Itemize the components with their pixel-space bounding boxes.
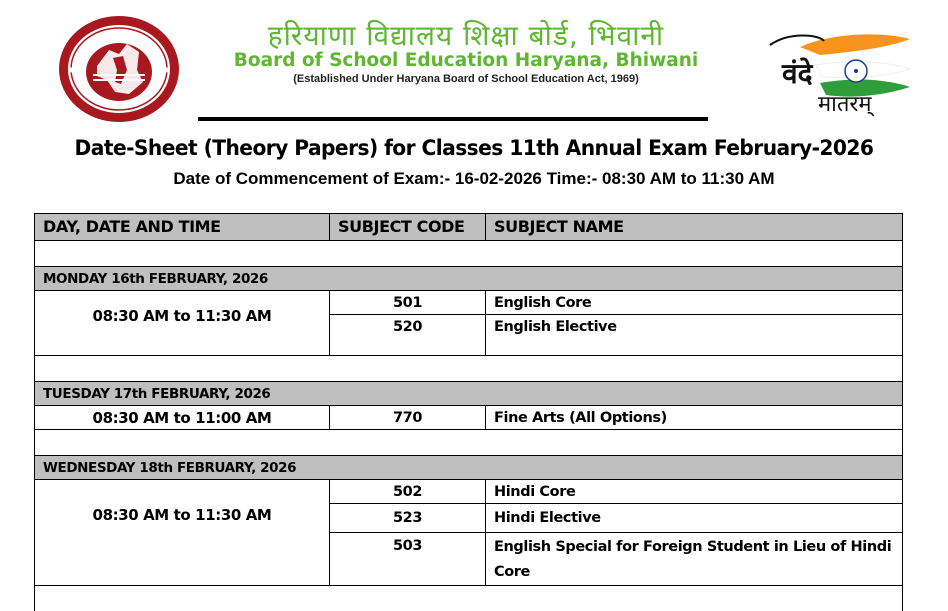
subject-name: English Core	[486, 291, 903, 315]
subject-name: English Special for Foreign Student in Lieu of Hindi Core	[486, 533, 903, 586]
subject-code: 502	[330, 480, 486, 504]
document-title: Date-Sheet (Theory Papers) for Classes 11th Annual Exam February-2026	[28, 134, 919, 164]
table-row	[35, 480, 903, 504]
vande-mataram-logo	[760, 25, 920, 117]
svg-text:मातरम्: मातरम्	[818, 92, 875, 117]
header-day-date-time: DAY, DATE AND TIME	[35, 214, 330, 241]
subject-code: 520	[330, 315, 486, 339]
header-divider	[198, 117, 708, 121]
day-row-tuesday	[35, 382, 903, 406]
subject-name: Hindi Elective	[486, 504, 903, 533]
spacer-row	[35, 586, 903, 611]
day-label: WEDNESDAY 18th FEBRUARY, 2026	[35, 456, 903, 480]
svg-text:वंदे: वंदे	[781, 57, 814, 90]
exam-time: 08:30 AM to 11:00 AM	[35, 406, 330, 430]
exam-time: 08:30 AM to 11:30 AM	[35, 480, 330, 586]
established-note: (Established Under Haryana Board of School Education Act, 1969)	[196, 73, 736, 85]
subject-name: Hindi Core	[486, 480, 903, 504]
table-row	[35, 291, 903, 315]
header-subject-name: SUBJECT NAME	[486, 214, 903, 241]
header-subject-code: SUBJECT CODE	[330, 214, 486, 241]
day-row-wednesday	[35, 456, 903, 480]
subject-name: Fine Arts (All Options)	[486, 406, 903, 430]
english-board-name: Board of School Education Haryana, Bhiwani	[196, 50, 736, 72]
date-sheet-table	[34, 213, 903, 611]
table-row	[35, 406, 903, 430]
spacer-row	[35, 430, 903, 456]
commencement-info: Date of Commencement of Exam:- 16-02-2026 Time:- 08:30 AM to 11:30 AM	[0, 168, 948, 190]
tricolor-flag-icon	[760, 25, 920, 117]
table-header-row	[35, 214, 903, 241]
bseh-emblem-logo	[57, 14, 181, 124]
subject-name: English Elective	[486, 315, 903, 339]
exam-time: 08:30 AM to 11:30 AM	[35, 291, 330, 356]
spacer-row	[35, 356, 903, 382]
emblem-icon	[57, 14, 181, 124]
subject-code: 501	[330, 291, 486, 315]
subject-code: 770	[330, 406, 486, 430]
day-label: MONDAY 16th FEBRUARY, 2026	[35, 267, 903, 291]
hindi-board-name: हरियाणा विद्यालय शिक्षा बोर्ड, भिवानी	[196, 18, 736, 54]
subject-code: 523	[330, 504, 486, 533]
spacer-row	[35, 241, 903, 267]
day-label: TUESDAY 17th FEBRUARY, 2026	[35, 382, 903, 406]
day-row-monday	[35, 267, 903, 291]
subject-code: 503	[330, 533, 486, 586]
